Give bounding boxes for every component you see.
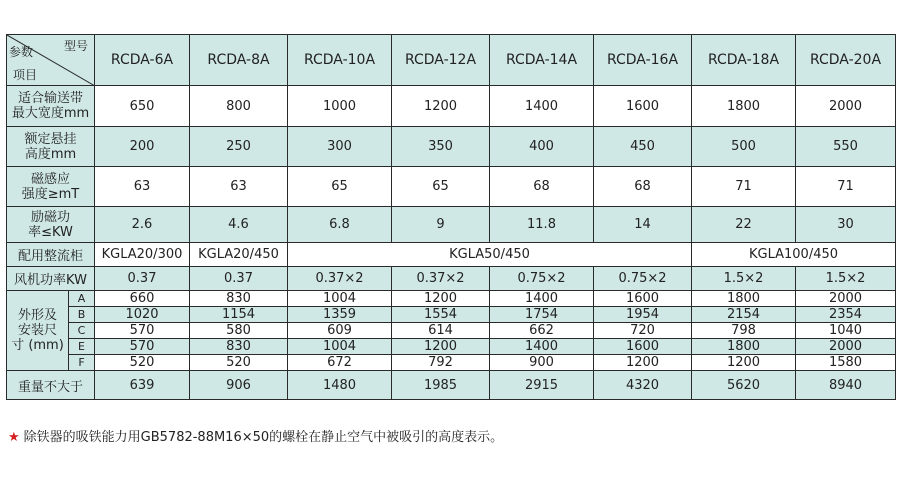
suspension-height-label: 额定悬挂 高度mm — [7, 127, 95, 167]
table-cell: 570 — [95, 339, 190, 355]
table-cell: 792 — [392, 355, 490, 371]
weight-label: 重量不大于 — [7, 371, 95, 400]
model-header: RCDA-6A — [95, 35, 190, 86]
fan-power-label: 风机功率KW — [7, 267, 95, 291]
table-cell: 906 — [190, 371, 288, 400]
table-cell: 200 — [95, 127, 190, 167]
table-cell: 0.37×2 — [288, 267, 392, 291]
table-cell: 1154 — [190, 307, 288, 323]
table-cell: 900 — [490, 355, 594, 371]
table-cell: KGLA100/450 — [692, 243, 896, 267]
belt-width-label: 适合输送带 最大宽度mm — [7, 86, 95, 127]
corner-item-label: 项目 — [13, 68, 38, 82]
table-cell: 1004 — [288, 339, 392, 355]
table-cell: 1004 — [288, 291, 392, 307]
table-cell: 1754 — [490, 307, 594, 323]
excitation-power-row — [7, 207, 896, 243]
table-cell: 63 — [190, 167, 288, 207]
table-cell: 68 — [490, 167, 594, 207]
table-cell: 30 — [796, 207, 896, 243]
dimension-letter: B — [69, 307, 95, 323]
table-cell: 71 — [692, 167, 796, 207]
table-cell: 2.6 — [95, 207, 190, 243]
table-cell: 1954 — [594, 307, 692, 323]
dimensions-label: 外形及 安装尺 寸 (mm) — [7, 291, 69, 371]
table-cell: 2000 — [796, 339, 896, 355]
dimension-letter: C — [69, 323, 95, 339]
table-cell: 0.37×2 — [392, 267, 490, 291]
table-cell: 2000 — [796, 86, 896, 127]
table-cell: 720 — [594, 323, 692, 339]
suspension-height-row — [7, 127, 896, 167]
table-cell: 11.8 — [490, 207, 594, 243]
dimension-row-c — [7, 323, 896, 339]
model-header: RCDA-20A — [796, 35, 896, 86]
table-cell: 1200 — [392, 86, 490, 127]
table-cell: 830 — [190, 291, 288, 307]
table-cell: 1800 — [692, 291, 796, 307]
table-cell: 2154 — [692, 307, 796, 323]
table-cell: 800 — [190, 86, 288, 127]
table-cell: KGLA20/450 — [190, 243, 288, 267]
table-cell: 1000 — [288, 86, 392, 127]
table-cell: 609 — [288, 323, 392, 339]
table-cell: 4.6 — [190, 207, 288, 243]
table-cell: 0.37 — [95, 267, 190, 291]
table-cell: KGLA50/450 — [288, 243, 692, 267]
table-cell: 0.75×2 — [594, 267, 692, 291]
table-cell: 6.8 — [288, 207, 392, 243]
table-cell: 1580 — [796, 355, 896, 371]
table-cell: 300 — [288, 127, 392, 167]
model-header: RCDA-18A — [692, 35, 796, 86]
table-cell: 1600 — [594, 339, 692, 355]
table-cell: 9 — [392, 207, 490, 243]
weight-row — [7, 371, 896, 400]
table-cell: 14 — [594, 207, 692, 243]
table-cell: 5620 — [692, 371, 796, 400]
table-cell: 1600 — [594, 86, 692, 127]
fan-power-row — [7, 267, 896, 291]
table-cell: 8940 — [796, 371, 896, 400]
table-cell: 1985 — [392, 371, 490, 400]
corner-cell — [7, 35, 95, 86]
induction-row — [7, 167, 896, 207]
table-cell: 1020 — [95, 307, 190, 323]
table-cell: 350 — [392, 127, 490, 167]
table-cell: 68 — [594, 167, 692, 207]
table-cell: 520 — [95, 355, 190, 371]
table-cell: 1040 — [796, 323, 896, 339]
model-header: RCDA-14A — [490, 35, 594, 86]
footnote — [8, 426, 503, 445]
table-cell: 672 — [288, 355, 392, 371]
table-cell: KGLA20/300 — [95, 243, 190, 267]
table-cell: 520 — [190, 355, 288, 371]
rectifier-label: 配用整流柜 — [7, 243, 95, 267]
model-header: RCDA-8A — [190, 35, 288, 86]
table-cell: 1200 — [692, 355, 796, 371]
table-cell: 2354 — [796, 307, 896, 323]
table-cell: 1200 — [392, 339, 490, 355]
table-cell: 580 — [190, 323, 288, 339]
table-cell: 65 — [288, 167, 392, 207]
table-cell: 63 — [95, 167, 190, 207]
model-header: RCDA-12A — [392, 35, 490, 86]
footnote-text: 除铁器的吸铁能力用GB5782-88M16×50的螺栓在静止空气中被吸引的高度表示。 — [23, 430, 504, 445]
dimension-letter: F — [69, 355, 95, 371]
excitation-power-label: 励磁功 率≤KW — [7, 207, 95, 243]
model-header: RCDA-16A — [594, 35, 692, 86]
dimension-row-e — [7, 339, 896, 355]
table-cell: 4320 — [594, 371, 692, 400]
table-cell: 2915 — [490, 371, 594, 400]
table-cell: 1800 — [692, 86, 796, 127]
corner-model-label: 型号 — [63, 39, 88, 53]
dimension-row-f — [7, 355, 896, 371]
table-cell: 1200 — [392, 291, 490, 307]
table-cell: 250 — [190, 127, 288, 167]
star-icon: ★ — [8, 430, 20, 445]
belt-width-row — [7, 86, 896, 127]
rectifier-row — [7, 243, 896, 267]
table-cell: 2000 — [796, 291, 896, 307]
table-cell: 1554 — [392, 307, 490, 323]
model-header: RCDA-10A — [288, 35, 392, 86]
table-cell: 1200 — [594, 355, 692, 371]
table-cell: 1400 — [490, 339, 594, 355]
table-cell: 1480 — [288, 371, 392, 400]
table-cell: 1600 — [594, 291, 692, 307]
table-cell: 1.5×2 — [692, 267, 796, 291]
table-cell: 614 — [392, 323, 490, 339]
dimension-row-b — [7, 307, 896, 323]
dimension-row-a — [7, 291, 896, 307]
dimension-letter: E — [69, 339, 95, 355]
table-cell: 650 — [95, 86, 190, 127]
dimension-letter: A — [69, 291, 95, 307]
induction-label: 磁感应 强度≥mT — [7, 167, 95, 207]
table-cell: 1400 — [490, 291, 594, 307]
header-row — [7, 35, 896, 86]
table-cell: 1.5×2 — [796, 267, 896, 291]
table-cell: 570 — [95, 323, 190, 339]
table-cell: 639 — [95, 371, 190, 400]
table-cell: 798 — [692, 323, 796, 339]
table-cell: 1359 — [288, 307, 392, 323]
corner-param-label: 参数 — [9, 45, 34, 59]
table-cell: 1400 — [490, 86, 594, 127]
table-cell: 662 — [490, 323, 594, 339]
table-cell: 450 — [594, 127, 692, 167]
table-cell: 550 — [796, 127, 896, 167]
table-cell: 830 — [190, 339, 288, 355]
table-cell: 0.37 — [190, 267, 288, 291]
table-cell: 1800 — [692, 339, 796, 355]
table-cell: 400 — [490, 127, 594, 167]
table-cell: 660 — [95, 291, 190, 307]
table-cell: 22 — [692, 207, 796, 243]
spec-table — [6, 34, 896, 400]
table-cell: 0.75×2 — [490, 267, 594, 291]
table-cell: 500 — [692, 127, 796, 167]
table-cell: 71 — [796, 167, 896, 207]
table-cell: 65 — [392, 167, 490, 207]
